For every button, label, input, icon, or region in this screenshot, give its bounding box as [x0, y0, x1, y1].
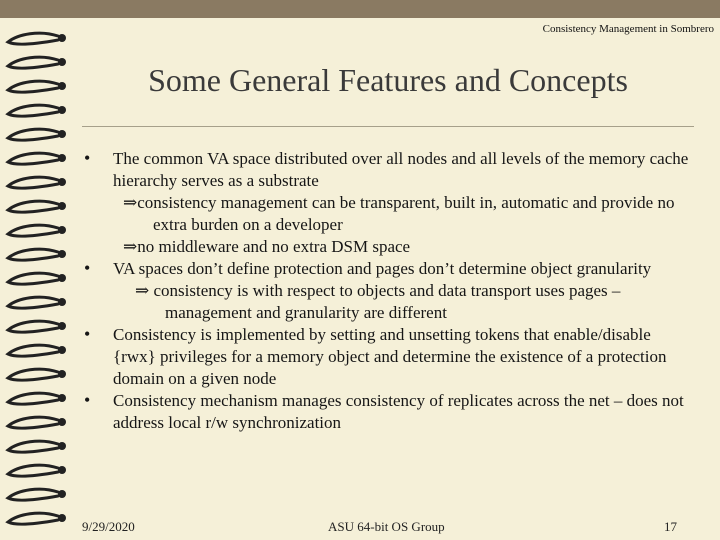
slide-header: Consistency Management in Sombrero — [542, 23, 714, 35]
binder-ring — [8, 201, 58, 212]
binder-ring — [8, 441, 58, 452]
binder-ring — [8, 225, 58, 236]
binder-hole — [58, 418, 66, 426]
binder-ring — [8, 297, 58, 308]
slide-title: Some General Features and Concepts — [148, 62, 628, 98]
binder-hole — [58, 442, 66, 450]
binder-ring — [8, 249, 58, 260]
title-divider — [82, 126, 694, 127]
footer-page-number: 17 — [664, 519, 677, 534]
bullet-text: Consistency is implemented by setting and unsetting tokens that enable/disable {rwx} privileges for a memory object and determine the existence of a protection domain on a given node — [113, 325, 667, 388]
binder-ring — [8, 465, 58, 476]
binder-hole — [58, 226, 66, 234]
binder-hole — [58, 202, 66, 210]
binder-ring — [8, 273, 58, 284]
sub-bullet: ⇒ consistency is with respect to objects and data transport uses pages – management and granularity are different — [135, 281, 621, 322]
binder-hole — [58, 34, 66, 42]
binder-ring — [8, 345, 58, 356]
bullet-icon: • — [84, 258, 91, 278]
binder-hole — [58, 178, 66, 186]
binder-hole — [58, 394, 66, 402]
binder-hole — [58, 298, 66, 306]
bullet-item — [80, 258, 692, 324]
bullet-icon: • — [84, 148, 91, 168]
binder-hole — [58, 490, 66, 498]
binder-ring — [8, 81, 58, 92]
binder-ring — [8, 57, 58, 68]
binder-ring — [8, 129, 58, 140]
binder-ring — [8, 105, 58, 116]
sub-bullet: ⇒no middleware and no extra DSM space — [123, 237, 411, 256]
footer-org: ASU 64-bit OS Group — [328, 519, 445, 534]
bullet-item — [80, 324, 692, 390]
binder-hole — [58, 58, 66, 66]
binder-hole — [58, 370, 66, 378]
bullet-text: VA spaces don’t define protection and pages don’t determine object granularity — [113, 259, 652, 278]
bullet-list — [80, 148, 692, 434]
binder-hole — [58, 346, 66, 354]
binder-ring — [8, 177, 58, 188]
binder-ring — [8, 489, 58, 500]
binder-hole — [58, 466, 66, 474]
bullet-item — [80, 148, 692, 258]
binder-ring — [8, 33, 58, 44]
binder-hole — [58, 106, 66, 114]
binder-ring — [8, 513, 58, 524]
footer-date: 9/29/2020 — [82, 519, 135, 534]
bullet-text: Consistency mechanism manages consistency of replicates across the net – does not address local r/w synchronization — [113, 391, 684, 432]
binder-hole — [58, 274, 66, 282]
binder-hole — [58, 82, 66, 90]
binder-hole — [58, 250, 66, 258]
sub-bullet: ⇒consistency management can be transparent, built in, automatic and provide no extra burden on a developer — [123, 193, 675, 234]
binder-ring — [8, 393, 58, 404]
bullet-icon: • — [84, 390, 91, 410]
bullet-text: The common VA space distributed over all nodes and all levels of the memory cache hierarchy serves as a substrate — [113, 149, 689, 190]
bullet-item — [80, 390, 692, 434]
binder-hole — [58, 154, 66, 162]
binder-hole — [58, 514, 66, 522]
bullet-icon: • — [84, 324, 91, 344]
binder-ring — [8, 153, 58, 164]
binder-hole — [58, 130, 66, 138]
binder-hole — [58, 322, 66, 330]
binder-rings — [0, 28, 72, 538]
binder-ring — [8, 369, 58, 380]
binder-ring — [8, 417, 58, 428]
binder-ring — [8, 321, 58, 332]
